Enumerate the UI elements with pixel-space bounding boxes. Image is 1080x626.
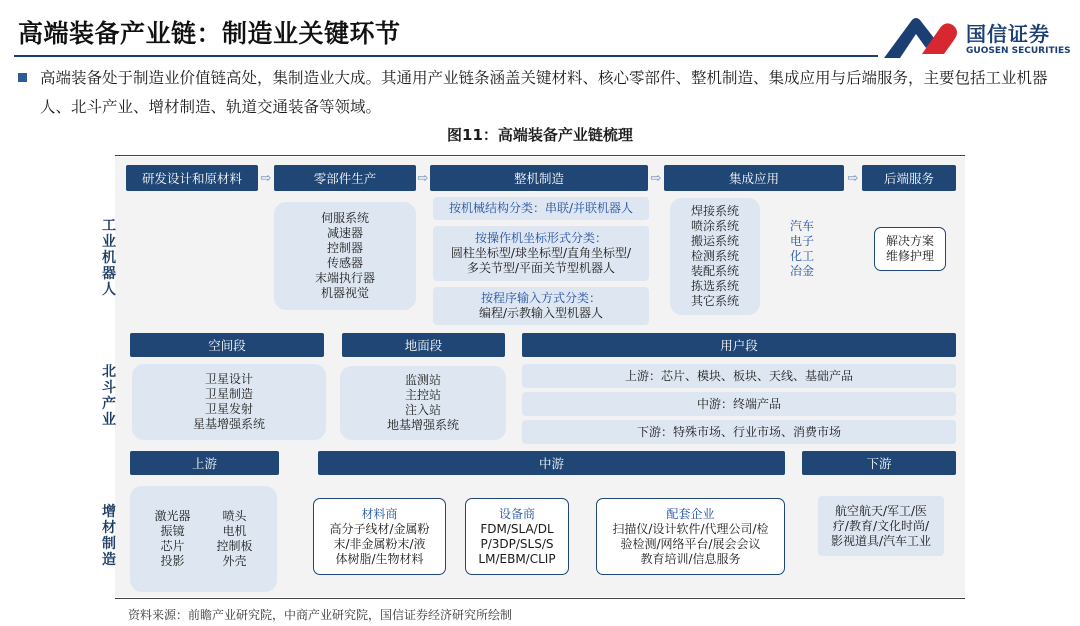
list-item: 电机 xyxy=(222,524,247,538)
stage-components: 零部件生产 xyxy=(274,165,416,191)
intro-paragraph: 高端装备处于制造业价值链高处，集制造业大成。其通用产业链条涵盖关键材料、核心零部件、整机制造、集成应用与后端服务，主要包括工业机器人、北斗产业、增材制造、轨道交通装备等领域。 xyxy=(40,69,1048,116)
arrow-right-icon: ⇨ xyxy=(260,170,272,186)
additive-upstream: 上游 xyxy=(130,451,279,475)
list-item: 拣选系统 xyxy=(690,279,739,293)
list-item: 汽车 xyxy=(789,219,814,233)
title-divider xyxy=(14,55,878,57)
list-item: 伺服系统 xyxy=(320,211,369,225)
brand-name: 国信证券 xyxy=(966,22,1050,46)
list-item: 外壳 xyxy=(222,554,247,568)
additive-downstream: 下游 xyxy=(802,451,956,475)
list-item: 电子 xyxy=(789,234,814,248)
list-item: 焊接系统 xyxy=(690,204,739,218)
beidou-space-box xyxy=(132,364,326,440)
beidou-ground-segment: 地面段 xyxy=(342,333,505,357)
list-item: 星基增强系统 xyxy=(192,417,265,431)
beidou-ground-box xyxy=(340,366,506,440)
arrow-right-icon: ⇨ xyxy=(417,170,429,186)
robot-class-program: 按程序输入方式分类： 编程/示教输入型机器人 xyxy=(433,287,649,325)
list-item: 喷涂系统 xyxy=(690,219,739,233)
list-item: 卫星发射 xyxy=(204,402,253,416)
list-item: 传感器 xyxy=(326,256,363,270)
list-item: 卫星设计 xyxy=(204,372,253,386)
figure-top-rule xyxy=(115,155,965,156)
list-item: 检测系统 xyxy=(690,249,739,263)
list-item: 装配系统 xyxy=(690,264,739,278)
list-item: 振镜 xyxy=(160,524,185,538)
additive-downstream-box: 航空航天/军工/医 疗/教育/文化时尚/ 影视道具/汽车工业 xyxy=(818,496,944,556)
figure-bottom-rule xyxy=(115,598,965,599)
list-item: 芯片 xyxy=(160,539,185,553)
list-item: 减速器 xyxy=(326,226,363,240)
robot-industries xyxy=(782,219,822,279)
beidou-user-downstream: 下游：特殊市场、行业市场、消费市场 xyxy=(522,420,956,444)
robot-class-mechanical: 按机械结构分类：串联/并联机器人 xyxy=(433,197,649,220)
additive-midstream: 中游 xyxy=(318,451,785,475)
list-item: 地基增强系统 xyxy=(386,418,459,432)
list-item: 化工 xyxy=(789,249,814,263)
beidou-user-midstream: 中游：终端产品 xyxy=(522,392,956,416)
list-item: 注入站 xyxy=(404,403,441,417)
source-note: 资料来源：前瞻产业研究院，中商产业研究院，国信证券经济研究所绘制 xyxy=(128,608,513,622)
additive-materials-box: 材料商 高分子线材/金属粉 末/非金属粉末/液 体树脂/生物材料 xyxy=(313,498,446,575)
stage-after-service: 后端服务 xyxy=(862,165,956,191)
list-item: 监测站 xyxy=(404,373,441,387)
guosen-logo-icon xyxy=(882,14,962,60)
stage-rd-materials: 研发设计和原材料 xyxy=(126,165,258,191)
list-item: 喷头 xyxy=(222,509,247,523)
list-item: 机器视觉 xyxy=(320,286,369,300)
beidou-user-upstream: 上游：芯片、模块、板块、天线、基础产品 xyxy=(522,364,956,388)
list-item: 冶金 xyxy=(789,264,814,278)
stage-assembly: 整机制造 xyxy=(430,165,648,191)
section-label-additive: 增材制造 xyxy=(102,504,116,568)
list-item: 主控站 xyxy=(404,388,441,402)
additive-equipment-box: 设备商 FDM/SLA/DL P/3DP/SLS/S LM/EBM/CLIP xyxy=(465,498,569,575)
list-item: 激光器 xyxy=(154,509,191,523)
bullet-icon xyxy=(18,73,27,82)
brand-name-en: GUOSEN SECURITIES xyxy=(966,46,1071,56)
list-item: 投影 xyxy=(160,554,185,568)
additive-upstream-box xyxy=(130,486,277,592)
list-item: 末端执行器 xyxy=(314,271,375,285)
arrow-right-icon: ⇨ xyxy=(847,170,859,186)
robot-systems-box xyxy=(670,198,760,315)
stage-integration: 集成应用 xyxy=(664,165,844,191)
robot-components-box xyxy=(274,202,416,310)
list-item: 卫星制造 xyxy=(204,387,253,401)
robot-services-box: 解决方案 维修护理 xyxy=(874,227,946,271)
list-item: 其它系统 xyxy=(690,294,739,308)
beidou-space-segment: 空间段 xyxy=(130,333,324,357)
arrow-right-icon: ⇨ xyxy=(650,170,662,186)
page-title: 高端装备产业链：制造业关键环节 xyxy=(18,19,401,48)
list-item: 搬运系统 xyxy=(690,234,739,248)
section-label-robot: 工业机器人 xyxy=(102,218,116,298)
list-item: 控制器 xyxy=(326,241,363,255)
additive-support-box: 配套企业 扫描仪/设计软件/代理公司/检 验检测/网络平台/展会会议 教育培训/信息服务 xyxy=(596,498,785,575)
beidou-user-segment: 用户段 xyxy=(522,333,956,357)
list-item: 控制板 xyxy=(216,539,253,553)
section-label-beidou: 北斗产业 xyxy=(102,364,116,428)
figure-title: 图11：高端装备产业链梳理 xyxy=(447,126,633,144)
robot-class-coordinate: 按操作机坐标形式分类： 圆柱坐标型/球坐标型/直角坐标型/ 多关节型/平面关节型机器人 xyxy=(433,226,649,281)
